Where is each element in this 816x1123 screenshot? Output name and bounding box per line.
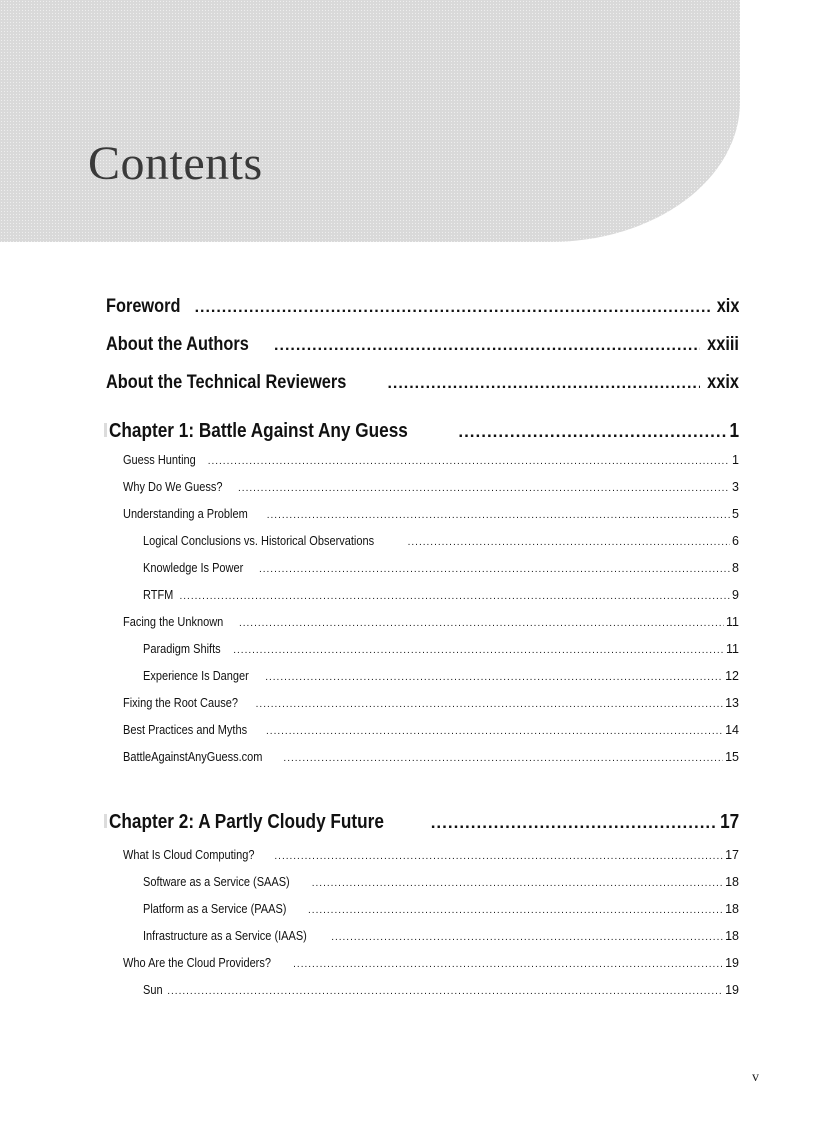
toc-subsection-page: 18 xyxy=(725,902,739,916)
toc-subsection-label: Knowledge Is Power xyxy=(143,561,244,575)
toc-section[interactable] xyxy=(123,750,739,764)
toc-section-label: What Is Cloud Computing? xyxy=(123,848,255,862)
toc-section-page: 17 xyxy=(725,848,739,862)
toc-subsection-page: 11 xyxy=(726,642,739,656)
toc-subsection-page: 18 xyxy=(725,929,739,943)
toc-section[interactable] xyxy=(123,723,739,737)
leader-dots xyxy=(283,753,723,764)
toc-section-label: Guess Hunting xyxy=(123,453,196,467)
leader-dots xyxy=(238,483,730,494)
toc-subsection-page: 9 xyxy=(732,588,739,602)
page-title: Contents xyxy=(88,137,263,190)
toc-subsection-label: Platform as a Service (PAAS) xyxy=(143,902,287,916)
leader-dots xyxy=(256,699,723,710)
toc-section-page: 11 xyxy=(726,615,739,629)
toc-section-label: Why Do We Guess? xyxy=(123,480,223,494)
toc-subsection-page: 6 xyxy=(732,534,739,548)
toc-chapter-2[interactable] xyxy=(104,811,739,834)
toc-subsection-page: 8 xyxy=(732,561,739,575)
toc-subsection[interactable] xyxy=(143,561,739,575)
toc-entry-label: About the Technical Reviewers xyxy=(106,372,347,393)
toc-subsection[interactable] xyxy=(143,875,739,889)
toc-section-label: Fixing the Root Cause? xyxy=(123,696,238,710)
leader-dots xyxy=(458,422,726,442)
leader-dots xyxy=(308,905,723,916)
toc-section-page: 14 xyxy=(725,723,739,737)
toc-entry-page: xxiii xyxy=(707,334,739,355)
toc-section[interactable] xyxy=(123,956,739,970)
toc-subsection-page: 19 xyxy=(725,983,739,997)
leader-dots xyxy=(331,932,723,943)
toc-subsection[interactable] xyxy=(143,902,739,916)
leader-dots xyxy=(312,878,723,889)
toc-section[interactable] xyxy=(123,480,739,494)
leader-dots xyxy=(208,456,730,467)
toc-section[interactable] xyxy=(123,453,739,467)
page-number: v xyxy=(752,1070,759,1085)
toc-entry-label: Foreword xyxy=(106,296,181,317)
toc-section-label: Who Are the Cloud Providers? xyxy=(123,956,271,970)
toc-section-page: 5 xyxy=(732,507,739,521)
toc-subsection[interactable] xyxy=(143,929,739,943)
toc-subsection-label: Paradigm Shifts xyxy=(143,642,221,656)
leader-dots xyxy=(431,813,715,833)
chapter-marker-icon xyxy=(104,814,107,828)
leader-dots xyxy=(239,618,724,629)
toc-section-page: 1 xyxy=(732,453,739,467)
toc-chapter-1[interactable] xyxy=(104,420,739,443)
toc-subsection[interactable] xyxy=(143,642,739,656)
toc-subsection-label: RTFM xyxy=(143,588,174,602)
toc-subsection[interactable] xyxy=(143,983,739,997)
toc-section-label: Facing the Unknown xyxy=(123,615,224,629)
toc-subsection-label: Logical Conclusions vs. Historical Observations xyxy=(143,534,375,548)
leader-dots xyxy=(274,337,700,355)
toc-chapter-label: Chapter 2: A Partly Cloudy Future xyxy=(109,811,384,833)
leader-dots xyxy=(180,591,731,602)
toc-chapter-page: 17 xyxy=(719,811,739,833)
toc-section-label: BattleAgainstAnyGuess.com xyxy=(123,750,263,764)
leader-dots xyxy=(265,672,723,683)
toc-section[interactable] xyxy=(123,696,739,710)
toc-subsection-label: Sun xyxy=(143,983,163,997)
toc-entry-technical-reviewers[interactable] xyxy=(106,372,739,394)
toc-entry-about-authors[interactable] xyxy=(106,334,739,356)
toc-entry-page: xix xyxy=(716,296,739,317)
toc-entry-label: About the Authors xyxy=(106,334,249,355)
toc-section-page: 3 xyxy=(732,480,739,494)
toc-section-page: 19 xyxy=(725,956,739,970)
toc-section[interactable] xyxy=(123,615,739,629)
toc-entry-foreword[interactable] xyxy=(106,296,739,318)
toc-section-page: 15 xyxy=(725,750,739,764)
chapter-marker-icon xyxy=(104,423,107,437)
toc-subsection[interactable] xyxy=(143,588,739,602)
toc-section[interactable] xyxy=(123,507,739,521)
leader-dots xyxy=(293,959,723,970)
toc-subsection-label: Experience Is Danger xyxy=(143,669,249,683)
toc-section-label: Best Practices and Myths xyxy=(123,723,248,737)
leader-dots xyxy=(167,986,723,997)
toc-chapter-page: 1 xyxy=(729,420,739,442)
toc-section-page: 13 xyxy=(725,696,739,710)
leader-dots xyxy=(195,299,711,317)
toc-subsection-page: 12 xyxy=(725,669,739,683)
toc-chapter-label: Chapter 1: Battle Against Any Guess xyxy=(108,420,408,442)
toc-subsection-page: 18 xyxy=(725,875,739,889)
leader-dots xyxy=(387,375,700,393)
toc-section-label: Understanding a Problem xyxy=(123,507,248,521)
toc-subsection[interactable] xyxy=(143,534,739,548)
toc-subsection-label: Infrastructure as a Service (IAAS) xyxy=(143,929,307,943)
leader-dots xyxy=(408,537,730,548)
leader-dots xyxy=(274,851,723,862)
toc-entry-page: xxix xyxy=(707,372,739,393)
leader-dots xyxy=(266,726,723,737)
leader-dots xyxy=(233,645,724,656)
toc-subsection-label: Software as a Service (SAAS) xyxy=(143,875,290,889)
leader-dots xyxy=(259,564,730,575)
toc-subsection[interactable] xyxy=(143,669,739,683)
leader-dots xyxy=(267,510,730,521)
toc-section[interactable] xyxy=(123,848,739,862)
